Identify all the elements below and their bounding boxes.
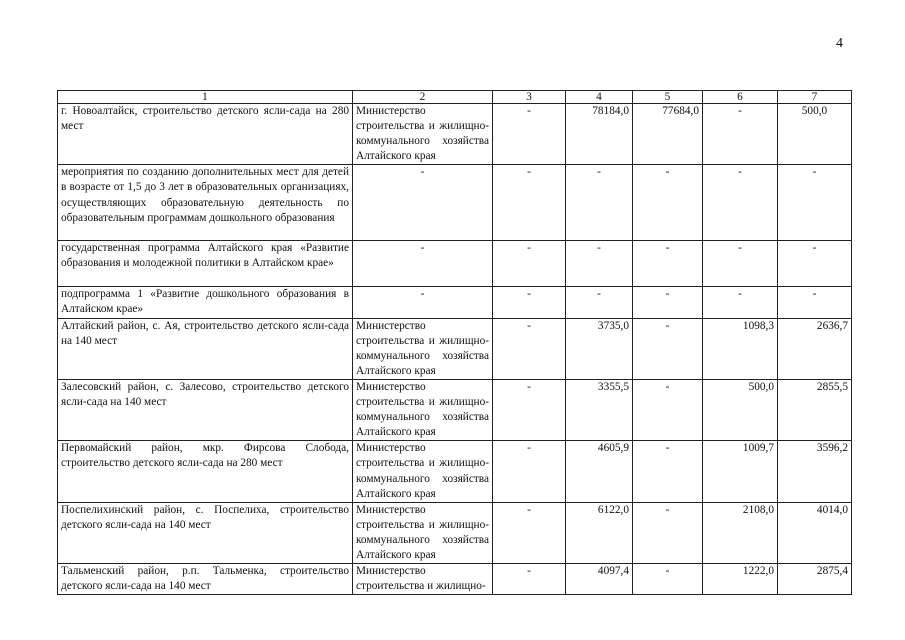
executor: Министерство строительства и жилищно-коммунального хозяйства Алтайского края: [353, 502, 493, 563]
value-cell: -: [633, 441, 703, 502]
value-cell: -: [703, 287, 778, 318]
value-cell: -: [778, 165, 852, 241]
column-header: 2: [353, 91, 493, 104]
value-cell: -: [493, 165, 566, 241]
value-cell: 500,0: [703, 379, 778, 440]
column-header-row: [58, 91, 852, 104]
table-row: [58, 104, 852, 165]
value-cell: -: [633, 318, 703, 379]
value-cell: -: [493, 564, 566, 595]
object-description: Алтайский район, с. Ая, строительство детского ясли-сада на 140 мест: [58, 318, 353, 379]
column-header: 1: [58, 91, 353, 104]
value-cell: 500,0: [778, 104, 852, 165]
value-cell: 3355,5: [566, 379, 633, 440]
value-cell: 1098,3: [703, 318, 778, 379]
value-cell: -: [633, 165, 703, 241]
value-cell: -: [493, 441, 566, 502]
object-description: Тальменский район, р.п. Тальменка, строительство детского ясли-сада на 140 мест: [58, 564, 353, 595]
executor: Министерство строительства и жилищно-коммунального хозяйства Алтайского края: [353, 318, 493, 379]
executor: Министерство строительства и жилищно-: [353, 564, 493, 595]
table-row: [58, 165, 852, 241]
column-header: 6: [703, 91, 778, 104]
value-cell: -: [703, 104, 778, 165]
value-cell: 2108,0: [703, 502, 778, 563]
value-cell: 2875,4: [778, 564, 852, 595]
value-cell: -: [493, 318, 566, 379]
value-cell: -: [778, 287, 852, 318]
value-cell: -: [633, 502, 703, 563]
table-row: [58, 564, 852, 595]
executor: Министерство строительства и жилищно-коммунального хозяйства Алтайского края: [353, 104, 493, 165]
value-cell: 2855,5: [778, 379, 852, 440]
value-cell: -: [566, 165, 633, 241]
value-cell: -: [778, 241, 852, 287]
object-description: Первомайский район, мкр. Фирсова Слобода, строительство детского ясли-сада на 280 мест: [58, 441, 353, 502]
value-cell: -: [703, 241, 778, 287]
value-cell: 4014,0: [778, 502, 852, 563]
value-cell: 3596,2: [778, 441, 852, 502]
column-header: 5: [633, 91, 703, 104]
value-cell: -: [493, 241, 566, 287]
executor: Министерство строительства и жилищно-коммунального хозяйства Алтайского края: [353, 379, 493, 440]
executor: -: [353, 241, 493, 287]
object-description: Поспелихинский район, с. Поспелиха, строительство детского ясли-сада на 140 мест: [58, 502, 353, 563]
budget-table: [57, 90, 852, 595]
value-cell: 2636,7: [778, 318, 852, 379]
value-cell: -: [633, 564, 703, 595]
executor: Министерство строительства и жилищно-коммунального хозяйства Алтайского края: [353, 441, 493, 502]
object-description: подпрограмма 1 «Развитие дошкольного образования в Алтайском крае»: [58, 287, 353, 318]
value-cell: -: [566, 287, 633, 318]
table-row: [58, 441, 852, 502]
value-cell: 78184,0: [566, 104, 633, 165]
column-header: 7: [778, 91, 852, 104]
value-cell: -: [493, 287, 566, 318]
object-description: мероприятия по созданию дополнительных мест для детей в возрасте от 1,5 до 3 лет в образовательных организациях, осуществляющих образовательную деятельность по образовательным программам дошкольного образования: [58, 165, 353, 241]
value-cell: -: [633, 379, 703, 440]
value-cell: -: [493, 379, 566, 440]
value-cell: 1222,0: [703, 564, 778, 595]
value-cell: -: [633, 287, 703, 318]
value-cell: 4097,4: [566, 564, 633, 595]
value-cell: 77684,0: [633, 104, 703, 165]
value-cell: 3735,0: [566, 318, 633, 379]
table-row: [58, 287, 852, 318]
column-header: 4: [566, 91, 633, 104]
object-description: государственная программа Алтайского края «Развитие образования и молодежной политики в Алтайском крае»: [58, 241, 353, 287]
table-row: [58, 241, 852, 287]
table-row: [58, 502, 852, 563]
executor: -: [353, 165, 493, 241]
value-cell: -: [703, 165, 778, 241]
object-description: г. Новоалтайск, строительство детского ясли-сада на 280 мест: [58, 104, 353, 165]
table-row: [58, 318, 852, 379]
value-cell: 6122,0: [566, 502, 633, 563]
table-row: [58, 379, 852, 440]
value-cell: 1009,7: [703, 441, 778, 502]
column-header: 3: [493, 91, 566, 104]
object-description: Залесовский район, с. Залесово, строительство детского ясли-сада на 140 мест: [58, 379, 353, 440]
value-cell: -: [633, 241, 703, 287]
page-number: 4: [836, 36, 843, 51]
value-cell: -: [566, 241, 633, 287]
value-cell: -: [493, 104, 566, 165]
executor: -: [353, 287, 493, 318]
value-cell: 4605,9: [566, 441, 633, 502]
value-cell: -: [493, 502, 566, 563]
